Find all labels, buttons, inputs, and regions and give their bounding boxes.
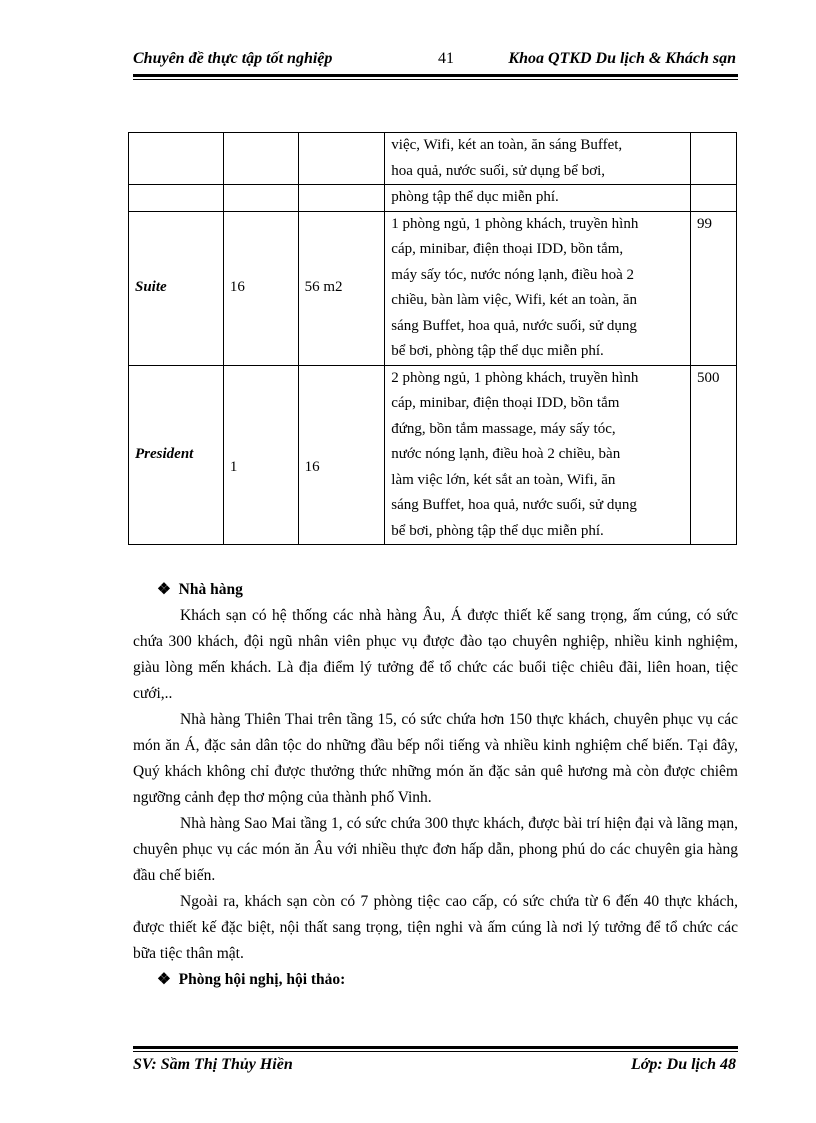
amenity-line: đứng, bồn tắm massage, máy sấy tóc,	[391, 420, 616, 437]
amenity-line: hoa quả, nước suối, sử dụng bể bơi,	[391, 162, 606, 179]
room-count-cell	[223, 185, 298, 212]
amenity-line: việc, Wifi, két an toàn, ăn sáng Buffet,	[391, 137, 623, 153]
amenities-cell	[385, 185, 691, 212]
room-type-cell: Suite	[129, 211, 224, 365]
price-cell: 500	[691, 365, 737, 545]
room-count-cell: 16	[223, 211, 298, 365]
page-footer	[133, 1056, 736, 1080]
room-area-cell	[298, 133, 385, 185]
diamond-bullet-icon: ❖	[157, 581, 171, 598]
header-title: Chuyên đề thực tập tốt nghiệp	[133, 50, 333, 67]
page-header	[133, 46, 736, 76]
amenity-line: sáng Buffet, hoa quả, nước suối, sử dụng	[391, 317, 637, 334]
room-area-cell	[298, 185, 385, 212]
section-heading-conference: ❖ Phòng hội nghị, hội thảo:	[157, 971, 346, 988]
amenities-cell	[385, 211, 691, 365]
amenities-cell	[385, 365, 691, 545]
paragraph: Nhà hàng Sao Mai tầng 1, có sức chứa 300 thực khách, được bài trí hiện đại và lãng mạn, chuyên phục vụ các món ăn Âu với nhiều thực đơn hấp dẫn, phong phú do các chuyên gia hàng đầu chế biến.	[133, 815, 738, 884]
table-row	[129, 185, 737, 212]
room-table	[128, 132, 737, 545]
amenity-line: máy sấy tóc, nước nóng lạnh, điều hoà 2	[391, 266, 634, 283]
room-area-cell: 56 m2	[298, 211, 385, 365]
section-heading-restaurant: ❖ Nhà hàng	[157, 581, 243, 598]
room-type-cell	[129, 185, 224, 212]
footer-rule	[133, 1046, 738, 1049]
table-row	[129, 211, 737, 365]
header-rule-thin	[133, 79, 738, 80]
amenity-line: phòng tập thể dục miễn phí.	[391, 189, 559, 205]
amenity-line: cáp, minibar, điện thoại IDD, bồn tắm,	[391, 241, 624, 257]
page-body	[133, 577, 738, 993]
amenity-line: chiều, bàn làm việc, Wifi, két an toàn, ăn	[391, 292, 637, 308]
amenities-cell	[385, 133, 691, 185]
header-rule	[133, 74, 738, 77]
diamond-bullet-icon: ❖	[157, 971, 171, 988]
footer-rule-thin	[133, 1051, 738, 1052]
amenity-line: làm việc lớn, két sắt an toàn, Wifi, ăn	[391, 471, 616, 488]
header-department: Khoa QTKD Du lịch & Khách sạn	[508, 50, 736, 67]
amenity-line: sáng Buffet, hoa quả, nước suối, sử dụng	[391, 497, 637, 513]
room-type-cell: President	[129, 365, 224, 545]
footer-student: SV: Sầm Thị Thủy Hiền	[133, 1056, 293, 1073]
room-area-cell: 16	[298, 365, 385, 545]
amenity-line: 2 phòng ngủ, 1 phòng khách, truyền hình	[391, 369, 639, 386]
page-number: 41	[438, 50, 454, 67]
price-cell	[691, 185, 737, 212]
amenity-line: cáp, minibar, điện thoại IDD, bồn tắm	[391, 395, 620, 411]
table-row	[129, 133, 737, 185]
amenity-line: bể bơi, phòng tập thể dục miễn phí.	[391, 522, 604, 539]
amenity-line: 1 phòng ngủ, 1 phòng khách, truyền hình	[391, 215, 639, 232]
room-count-cell	[223, 133, 298, 185]
table-row	[129, 365, 737, 545]
room-count-cell: 1	[223, 365, 298, 545]
price-cell: 99	[691, 211, 737, 365]
paragraph: Khách sạn có hệ thống các nhà hàng Âu, Á được thiết kế sang trọng, ấm cúng, có sức chứa 300 khách, đội ngũ nhân viên phục vụ được đào tạo chuyên nghiệp, nhiều kinh nghiệm, giàu lòng mến khách. Là địa điểm lý tưởng để tổ chức các buổi tiệc chiêu đãi, liên hoan, tiệc cưới,..	[133, 607, 738, 702]
paragraph: Nhà hàng Thiên Thai trên tầng 15, có sức chứa hơn 150 thực khách, chuyên phục vụ các món ăn Á, đặc sản dân tộc do những đầu bếp nổi tiếng và nhiều kinh nghiệm chế biến. Tại đây, Quý khách không chỉ được thưởng thức những món ăn đặc sản quê hương mà còn được chiêm ngưỡng cảnh đẹp thơ mộng của thành phố Vinh.	[133, 711, 738, 806]
paragraph: Ngoài ra, khách sạn còn có 7 phòng tiệc cao cấp, có sức chứa từ 6 đến 40 thực khách, được thiết kế đặc biệt, nội thất sang trọng, tiện nghi và ấm cúng là nơi lý tưởng để tổ chức các bữa tiệc thân mật.	[133, 893, 738, 962]
room-type-cell	[129, 133, 224, 185]
amenity-line: bể bơi, phòng tập thể dục miễn phí.	[391, 343, 604, 359]
price-cell	[691, 133, 737, 185]
amenity-line: nước nóng lạnh, điều hoà 2 chiều, bàn	[391, 446, 621, 462]
footer-class: Lớp: Du lịch 48	[630, 1056, 736, 1073]
